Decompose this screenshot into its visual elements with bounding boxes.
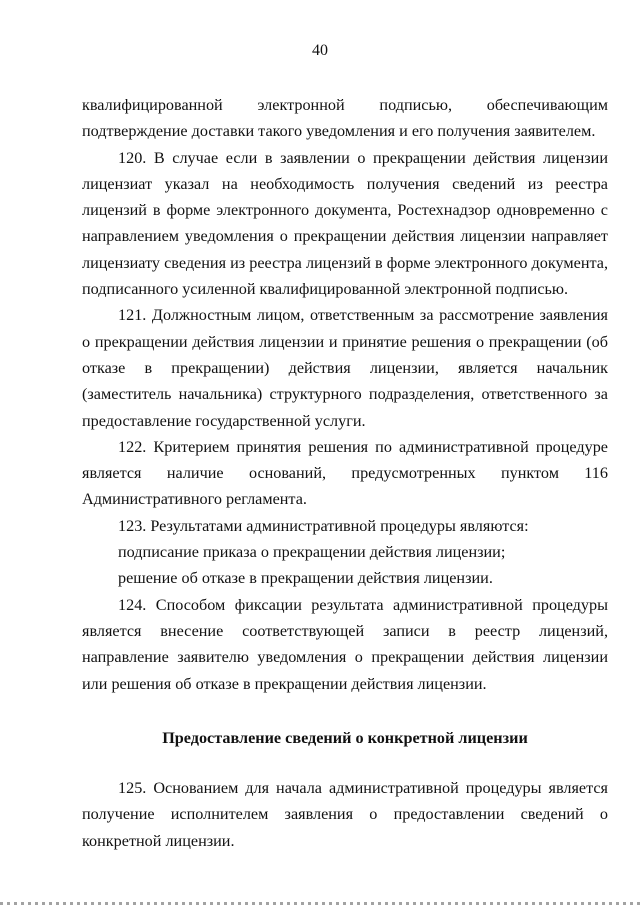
paragraph-124: 124. Способом фиксации результата административной процедуры является внесение соответствующей записи в реестр лицензий, направление заявителю уведомления о прекращении действия лицензии или решения об отказе в прекращении действия лицензии. xyxy=(82,595,608,693)
paragraph-120: 120. В случае если в заявлении о прекращении действия лицензии лицензиат указал на необходимость получения сведений из реестра лицензий в форме электронного документа, Ростехнадзор одновременно с направлением уведомления о прекращении действия лицензии направляет лицензиату сведения из реестра лицензий в форме электронного документа, подписанного усиленной квалифицированной электронной подписью. xyxy=(82,148,608,299)
paragraph-continuation: квалифицированной электронной подписью, обеспечивающим подтверждение доставки такого уведомления и его получения заявителем. xyxy=(82,96,608,141)
paragraph-123: 123. Результатами административной процедуры являются: xyxy=(118,516,529,535)
page-number: 40 xyxy=(312,42,328,59)
list-item-refusal: решение об отказе в прекращении действия лицензии. xyxy=(118,569,493,588)
document-body xyxy=(82,92,608,854)
paragraph-121: 121. Должностным лицом, ответственным за рассмотрение заявления о прекращении действия лицензии и принятие решения о прекращении (об отказе в прекращении) действия лицензии, является начальник (заместитель начальника) структурного подразделения, ответственного за предоставление государственной услуги. xyxy=(82,306,608,430)
section-heading: Предоставление сведений о конкретной лицензии xyxy=(162,728,528,747)
paragraph-122: 122. Критерием принятия решения по административной процедуре является наличие оснований, предусмотренных пунктом 116 Административного регламента. xyxy=(82,437,608,509)
list-item-order: подписание приказа о прекращении действия лицензии; xyxy=(118,543,506,562)
paragraph-125: 125. Основанием для начала административной процедуры является получение исполнителем заявления о предоставлении сведений о конкретной лицензии. xyxy=(82,779,608,850)
